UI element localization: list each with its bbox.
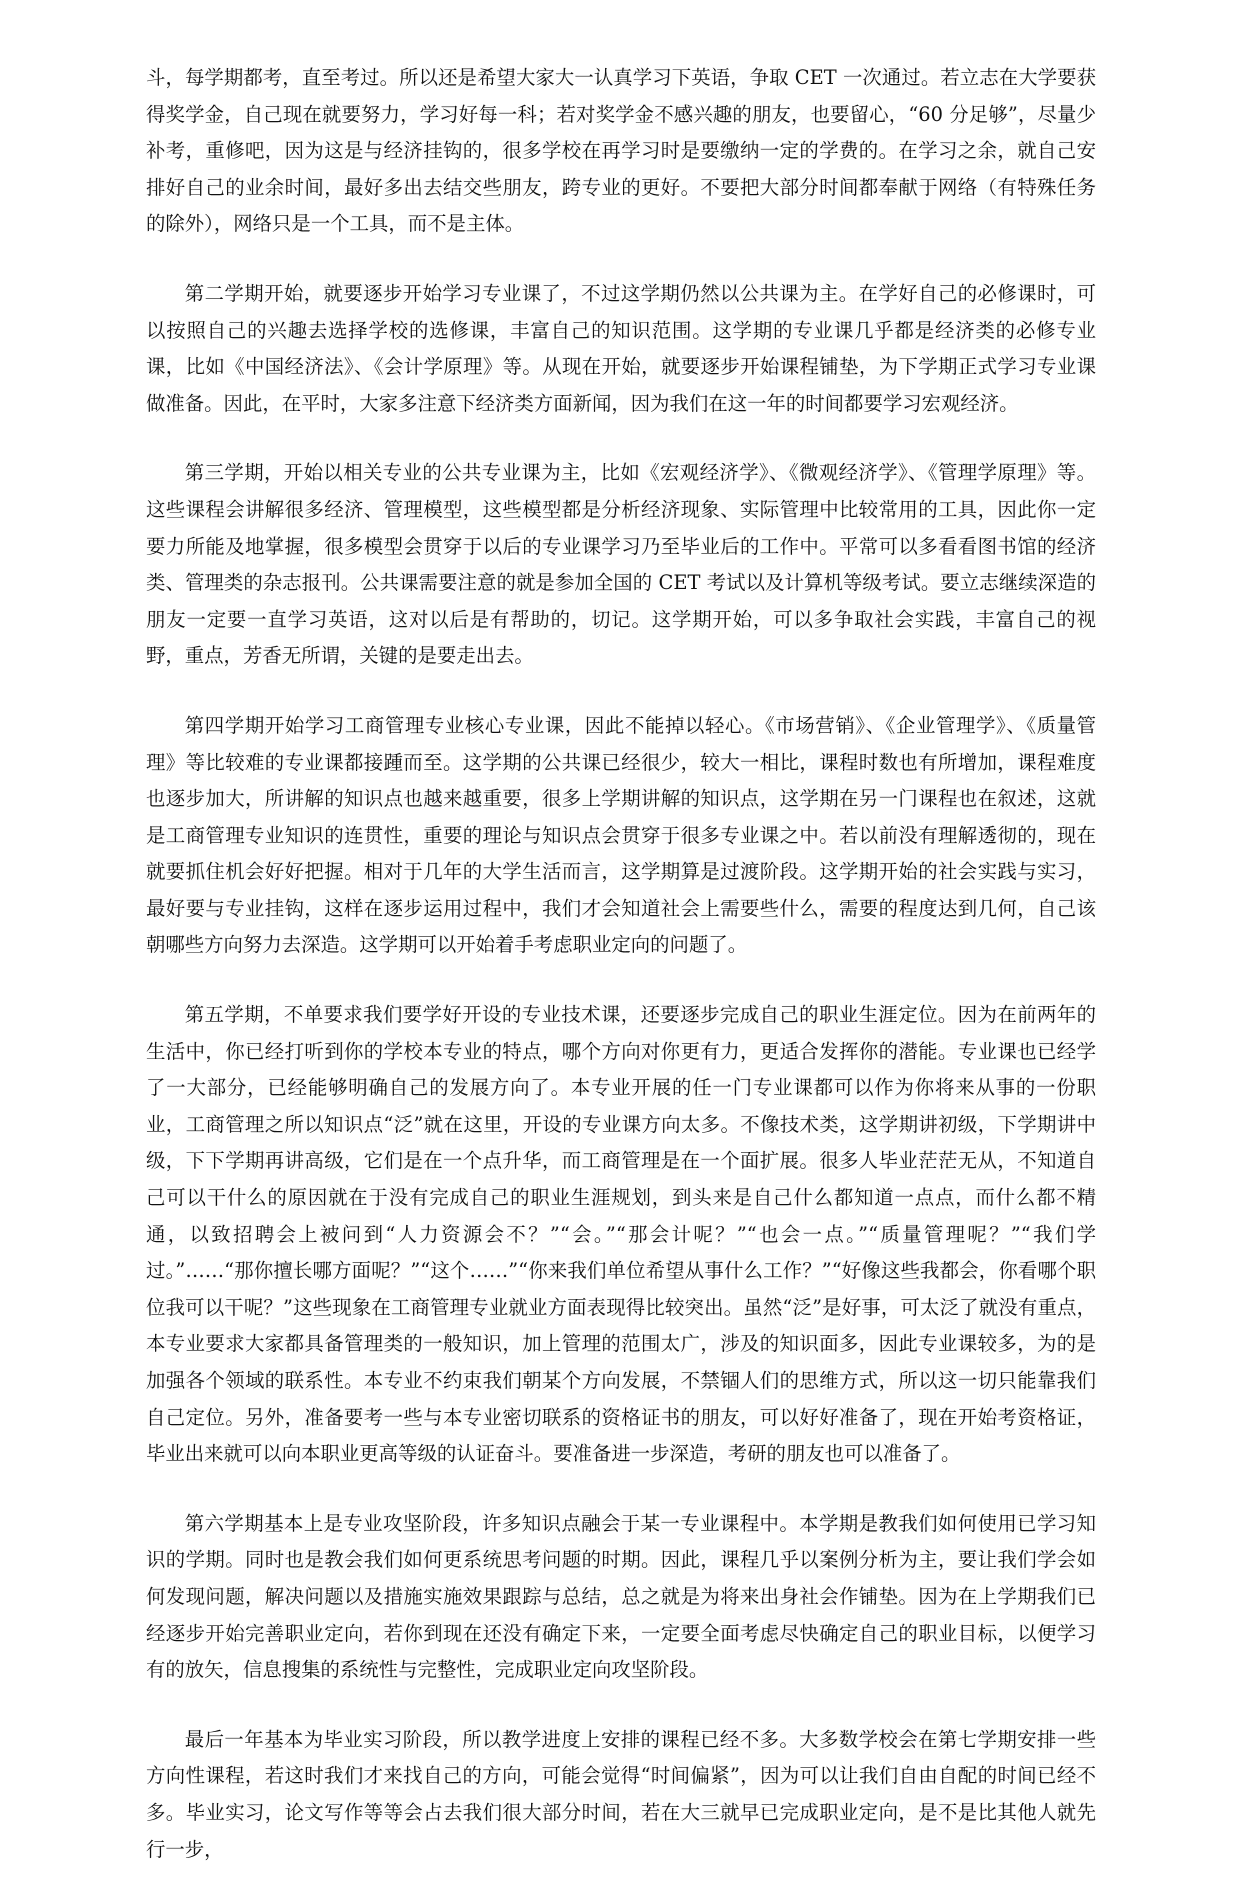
paragraph-second-semester: 第二学期开始，就要逐步开始学习专业课了，不过这学期仍然以公共课为主。在学好自己的必修课时，可以按照自己的兴趣去选择学校的选修课，丰富自己的知识范围。这学期的专业课几乎都是经济类的必修专业课，比如《中国经济法》、《会计学原理》等。从现在开始，就要逐步开始课程铺垫，为下学期正式学习专业课做准备。因此，在平时，大家多注意下经济类方面新闻，因为我们在这一年的时间都要学习宏观经济。 xyxy=(146,281,1096,415)
paragraph-final-year: 最后一年基本为毕业实习阶段，所以教学进度上安排的课程已经不多。大多数学校会在第七学期安排一些方向性课程，若这时我们才来找自己的方向，可能会觉得“时间偏紧”，因为可以让我们自由自配的时间已经不多。毕业实习，论文写作等等会占去我们很大部分时间，若在大三就早已完成职业定向，是不是比其他人就先行一步， xyxy=(146,1727,1096,1861)
paragraph-third-semester: 第三学期，开始以相关专业的公共专业课为主，比如《宏观经济学》、《微观经济学》、《管理学原理》等。这些课程会讲解很多经济、管理模型，这些模型都是分析经济现象、实际管理中比较常用的工具，因此你一定要力所能及地掌握，很多模型会贯穿于以后的专业课学习乃至毕业后的工作中。平常可以多看看图书馆的经济类、管理类的杂志报刊。公共课需要注意的就是参加全国的 CET 考试以及计算机等级考试。要立志继续深造的朋友一定要一直学习英语，这对以后是有帮助的，切记。这学期开始，可以多争取社会实践，丰富自己的视野，重点，芳香无所谓，关键的是要走出去。 xyxy=(146,461,1096,668)
paragraph-continuation: 斗，每学期都考，直至考过。所以还是希望大家大一认真学习下英语，争取 CET 一次通过。若立志在大学要获得奖学金，自己现在就要努力，学习好每一科；若对奖学金不感兴趣的朋友，也要留心，“60 分足够”，尽量少补考，重修吧，因为这是与经济挂钩的，很多学校在再学习时是要缴纳一定的学费的。在学习之余，就自己安排好自己的业余时间，最好多出去结交些朋友，跨专业的更好。不要把大部分时间都奉献于网络（有特殊任务的除外），网络只是一个工具，而不是主体。 xyxy=(146,66,1096,236)
paragraph-sixth-semester: 第六学期基本上是专业攻坚阶段，许多知识点融会于某一专业课程中。本学期是教我们如何使用已学习知识的学期。同时也是教会我们如何更系统思考问题的时期。因此，课程几乎以案例分析为主，要让我们学会如何发现问题，解决问题以及措施实施效果跟踪与总结，总之就是为将来出身社会作铺垫。因为在上学期我们已经逐步开始完善职业定向，若你到现在还没有确定下来，一定要全面考虑尽快确定自己的职业目标，以便学习有的放矢，信息搜集的系统性与完整性，完成职业定向攻坚阶段。 xyxy=(146,1511,1096,1682)
paragraph-fifth-semester: 第五学期，不单要求我们要学好开设的专业技术课，还要逐步完成自己的职业生涯定位。因为在前两年的生活中，你已经打听到你的学校本专业的特点，哪个方向对你更有力，更适合发挥你的潜能。专业课也已经学了一大部分，已经能够明确自己的发展方向了。本专业开展的任一门专业课都可以作为你将来从事的一份职业，工商管理之所以知识点“泛”就在这里，开设的专业课方向太多。不像技术类，这学期讲初级，下学期讲中级，下下学期再讲高级，它们是在一个点升华，而工商管理是在一个面扩展。很多人毕业茫茫无从，不知道自己可以干什么的原因就在于没有完成自己的职业生涯规划，到头来是自己什么都知道一点点，而什么都不精通，以致招聘会上被问到“人力资源会不？”“会。”“那会计呢？”“也会一点。”“质量管理呢？”“我们学过。”……“那你擅长哪方面呢？”“这个……”“你来我们单位希望从事什么工作？”“好像这些我都会，你看哪个职位我可以干呢？”这些现象在工商管理专业就业方面表现得比较突出。虽然“泛”是好事，可太泛了就没有重点，本专业要求大家都具备管理类的一般知识，加上管理的范围太广，涉及的知识面多，因此专业课较多，为的是加强各个领域的联系性。本专业不约束我们朝某个方向发展，不禁锢人们的思维方式，所以这一切只能靠我们自己定位。另外，准备要考一些与本专业密切联系的资格证书的朋友，可以好好准备了，现在开始考资格证，毕业出来就可以向本职业更高等级的认证奋斗。要准备进一步深造，考研的朋友也可以准备了。 xyxy=(146,1003,1096,1466)
paragraph-fourth-semester: 第四学期开始学习工商管理专业核心专业课，因此不能掉以轻心。《市场营销》、《企业管理学》、《质量管理》等比较难的专业课都接踵而至。这学期的公共课已经很少，较大一相比，课程时数也有所增加，课程难度也逐步加大，所讲解的知识点也越来越重要，很多上学期讲解的知识点，这学期在另一门课程也在叙述，这就是工商管理专业知识的连贯性，重要的理论与知识点会贯穿于很多专业课之中。若以前没有理解透彻的，现在就要抓住机会好好把握。相对于几年的大学生活而言，这学期算是过渡阶段。这学期开始的社会实践与实习，最好要与专业挂钩，这样在逐步运用过程中，我们才会知道社会上需要些什么，需要的程度达到几何，自己该朝哪些方向努力去深造。这学期可以开始着手考虑职业定向的问题了。 xyxy=(146,713,1096,957)
document-page xyxy=(146,60,1096,1901)
